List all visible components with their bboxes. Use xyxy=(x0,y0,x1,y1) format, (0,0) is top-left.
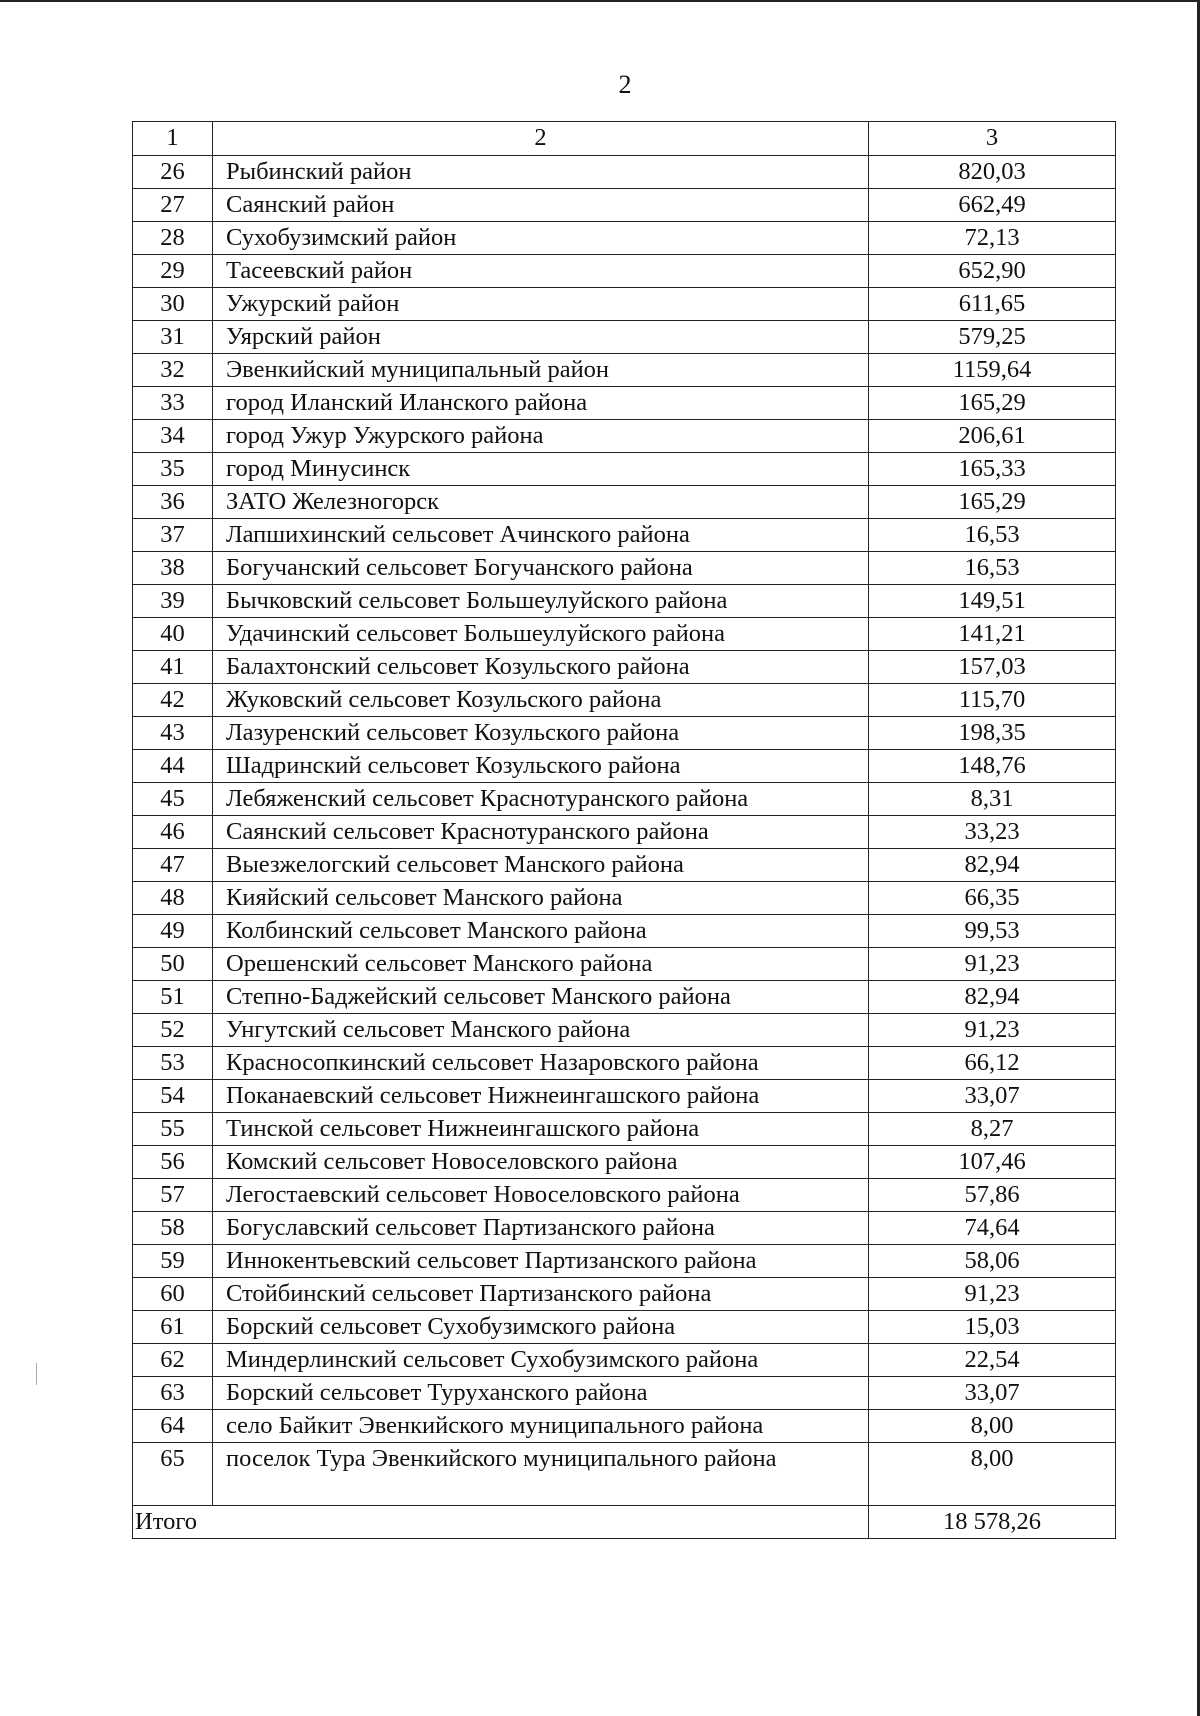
row-number: 61 xyxy=(133,1311,213,1344)
table-row xyxy=(133,717,1116,750)
total-value: 18 578,26 xyxy=(869,1506,1116,1539)
row-number: 65 xyxy=(133,1443,213,1506)
row-value: 16,53 xyxy=(869,519,1116,552)
row-name: Сухобузимский район xyxy=(213,222,869,255)
table-row xyxy=(133,948,1116,981)
row-value: 1159,64 xyxy=(869,354,1116,387)
row-name: Выезжелогский сельсовет Манского района xyxy=(213,849,869,882)
row-value: 579,25 xyxy=(869,321,1116,354)
row-value: 611,65 xyxy=(869,288,1116,321)
table-row xyxy=(133,354,1116,387)
table-body xyxy=(133,122,1116,1539)
row-value: 91,23 xyxy=(869,948,1116,981)
row-name: Балахтонский сельсовет Козульского района xyxy=(213,651,869,684)
table-row xyxy=(133,1146,1116,1179)
row-name: Борский сельсовет Сухобузимского района xyxy=(213,1311,869,1344)
row-value: 82,94 xyxy=(869,849,1116,882)
table-row xyxy=(133,1212,1116,1245)
row-name: поселок Тура Эвенкийского муниципального района xyxy=(213,1443,869,1506)
header-col-3: 3 xyxy=(869,122,1116,156)
row-value: 652,90 xyxy=(869,255,1116,288)
table-row xyxy=(133,1278,1116,1311)
table-row xyxy=(133,288,1116,321)
row-value: 66,12 xyxy=(869,1047,1116,1080)
table-row xyxy=(133,1047,1116,1080)
row-number: 30 xyxy=(133,288,213,321)
table-row xyxy=(133,1443,1116,1506)
row-number: 29 xyxy=(133,255,213,288)
allocation-table xyxy=(132,121,1116,1539)
table-row xyxy=(133,321,1116,354)
row-value: 33,07 xyxy=(869,1377,1116,1410)
row-name: город Ужур Ужурского района xyxy=(213,420,869,453)
row-number: 50 xyxy=(133,948,213,981)
row-name: Степно-Баджейский сельсовет Манского района xyxy=(213,981,869,1014)
row-value: 22,54 xyxy=(869,1344,1116,1377)
row-value: 8,00 xyxy=(869,1443,1116,1506)
row-value: 820,03 xyxy=(869,156,1116,189)
row-number: 43 xyxy=(133,717,213,750)
row-number: 64 xyxy=(133,1410,213,1443)
table-row xyxy=(133,519,1116,552)
row-name: Тасеевский район xyxy=(213,255,869,288)
row-number: 35 xyxy=(133,453,213,486)
table-row xyxy=(133,981,1116,1014)
header-col-1: 1 xyxy=(133,122,213,156)
row-number: 56 xyxy=(133,1146,213,1179)
row-value: 58,06 xyxy=(869,1245,1116,1278)
row-name: Богуславский сельсовет Партизанского района xyxy=(213,1212,869,1245)
table-row xyxy=(133,255,1116,288)
row-value: 165,29 xyxy=(869,486,1116,519)
margin-mark xyxy=(36,1363,37,1385)
row-number: 28 xyxy=(133,222,213,255)
row-number: 33 xyxy=(133,387,213,420)
row-value: 74,64 xyxy=(869,1212,1116,1245)
row-value: 33,07 xyxy=(869,1080,1116,1113)
row-value: 115,70 xyxy=(869,684,1116,717)
table-row xyxy=(133,1080,1116,1113)
row-number: 47 xyxy=(133,849,213,882)
row-name: село Байкит Эвенкийского муниципального района xyxy=(213,1410,869,1443)
row-name: ЗАТО Железногорск xyxy=(213,486,869,519)
table-row xyxy=(133,1113,1116,1146)
row-value: 662,49 xyxy=(869,189,1116,222)
row-value: 157,03 xyxy=(869,651,1116,684)
row-name: Саянский сельсовет Краснотуранского района xyxy=(213,816,869,849)
row-value: 206,61 xyxy=(869,420,1116,453)
row-value: 107,46 xyxy=(869,1146,1116,1179)
table-row xyxy=(133,1377,1116,1410)
table-row xyxy=(133,684,1116,717)
row-name: Миндерлинский сельсовет Сухобузимского района xyxy=(213,1344,869,1377)
table-row xyxy=(133,882,1116,915)
row-number: 40 xyxy=(133,618,213,651)
row-name: Рыбинский район xyxy=(213,156,869,189)
row-number: 45 xyxy=(133,783,213,816)
row-value: 8,27 xyxy=(869,1113,1116,1146)
row-number: 63 xyxy=(133,1377,213,1410)
row-number: 42 xyxy=(133,684,213,717)
row-number: 38 xyxy=(133,552,213,585)
row-number: 32 xyxy=(133,354,213,387)
row-name: Богучанский сельсовет Богучанского района xyxy=(213,552,869,585)
row-number: 31 xyxy=(133,321,213,354)
row-value: 72,13 xyxy=(869,222,1116,255)
table-row xyxy=(133,1014,1116,1047)
row-value: 57,86 xyxy=(869,1179,1116,1212)
row-name: город Иланский Иланского района xyxy=(213,387,869,420)
row-name: Уярский район xyxy=(213,321,869,354)
table-row xyxy=(133,783,1116,816)
table-row xyxy=(133,189,1116,222)
row-name: Орешенский сельсовет Манского района xyxy=(213,948,869,981)
row-number: 55 xyxy=(133,1113,213,1146)
table-row xyxy=(133,618,1116,651)
row-number: 54 xyxy=(133,1080,213,1113)
header-row xyxy=(133,122,1116,156)
row-number: 46 xyxy=(133,816,213,849)
row-value: 91,23 xyxy=(869,1014,1116,1047)
row-value: 8,31 xyxy=(869,783,1116,816)
row-value: 66,35 xyxy=(869,882,1116,915)
table-row xyxy=(133,750,1116,783)
row-value: 99,53 xyxy=(869,915,1116,948)
row-value: 148,76 xyxy=(869,750,1116,783)
table-row xyxy=(133,915,1116,948)
row-name: Шадринский сельсовет Козульского района xyxy=(213,750,869,783)
table-row xyxy=(133,1410,1116,1443)
row-name: Стойбинский сельсовет Партизанского района xyxy=(213,1278,869,1311)
row-name: город Минусинск xyxy=(213,453,869,486)
row-number: 37 xyxy=(133,519,213,552)
row-number: 36 xyxy=(133,486,213,519)
row-value: 16,53 xyxy=(869,552,1116,585)
row-number: 39 xyxy=(133,585,213,618)
table-row xyxy=(133,585,1116,618)
row-number: 41 xyxy=(133,651,213,684)
row-name: Бычковский сельсовет Большеулуйского района xyxy=(213,585,869,618)
row-value: 165,29 xyxy=(869,387,1116,420)
table-row xyxy=(133,552,1116,585)
table-row xyxy=(133,1245,1116,1278)
page-number: 2 xyxy=(618,70,632,99)
row-value: 82,94 xyxy=(869,981,1116,1014)
row-number: 34 xyxy=(133,420,213,453)
row-name: Лебяженский сельсовет Краснотуранского района xyxy=(213,783,869,816)
row-name: Лазуренский сельсовет Козульского района xyxy=(213,717,869,750)
row-number: 62 xyxy=(133,1344,213,1377)
row-number: 57 xyxy=(133,1179,213,1212)
row-name: Борский сельсовет Туруханского района xyxy=(213,1377,869,1410)
row-number: 58 xyxy=(133,1212,213,1245)
row-name: Кияйский сельсовет Манского района xyxy=(213,882,869,915)
row-number: 27 xyxy=(133,189,213,222)
row-name: Удачинский сельсовет Большеулуйского района xyxy=(213,618,869,651)
row-value: 198,35 xyxy=(869,717,1116,750)
table-row xyxy=(133,651,1116,684)
table-row xyxy=(133,1311,1116,1344)
row-value: 8,00 xyxy=(869,1410,1116,1443)
row-value: 15,03 xyxy=(869,1311,1116,1344)
row-number: 52 xyxy=(133,1014,213,1047)
row-name: Иннокентьевский сельсовет Партизанского района xyxy=(213,1245,869,1278)
header-col-2: 2 xyxy=(213,122,869,156)
row-name: Поканаевский сельсовет Нижнеингашского района xyxy=(213,1080,869,1113)
row-value: 141,21 xyxy=(869,618,1116,651)
row-number: 26 xyxy=(133,156,213,189)
row-number: 44 xyxy=(133,750,213,783)
row-number: 51 xyxy=(133,981,213,1014)
row-name: Саянский район xyxy=(213,189,869,222)
row-value: 149,51 xyxy=(869,585,1116,618)
row-name: Унгутский сельсовет Манского района xyxy=(213,1014,869,1047)
table-row xyxy=(133,453,1116,486)
table-row xyxy=(133,486,1116,519)
table-row xyxy=(133,1344,1116,1377)
row-name: Лапшихинский сельсовет Ачинского района xyxy=(213,519,869,552)
total-row xyxy=(133,1506,1116,1539)
total-label: Итого xyxy=(133,1506,869,1539)
row-name: Колбинский сельсовет Манского района xyxy=(213,915,869,948)
row-number: 49 xyxy=(133,915,213,948)
row-name: Комский сельсовет Новоселовского района xyxy=(213,1146,869,1179)
table-row xyxy=(133,816,1116,849)
row-name: Красносопкинский сельсовет Назаровского района xyxy=(213,1047,869,1080)
row-name: Ужурский район xyxy=(213,288,869,321)
row-number: 60 xyxy=(133,1278,213,1311)
table-row xyxy=(133,420,1116,453)
row-value: 91,23 xyxy=(869,1278,1116,1311)
table-row xyxy=(133,1179,1116,1212)
scan-edge-top xyxy=(0,0,1200,2)
table-row xyxy=(133,849,1116,882)
row-name: Тинской сельсовет Нижнеингашского района xyxy=(213,1113,869,1146)
row-name: Легостаевский сельсовет Новоселовского района xyxy=(213,1179,869,1212)
table-row xyxy=(133,387,1116,420)
row-number: 59 xyxy=(133,1245,213,1278)
row-number: 48 xyxy=(133,882,213,915)
table-row xyxy=(133,156,1116,189)
table-row xyxy=(133,222,1116,255)
row-name: Жуковский сельсовет Козульского района xyxy=(213,684,869,717)
row-value: 33,23 xyxy=(869,816,1116,849)
row-name: Эвенкийский муниципальный район xyxy=(213,354,869,387)
row-value: 165,33 xyxy=(869,453,1116,486)
row-number: 53 xyxy=(133,1047,213,1080)
